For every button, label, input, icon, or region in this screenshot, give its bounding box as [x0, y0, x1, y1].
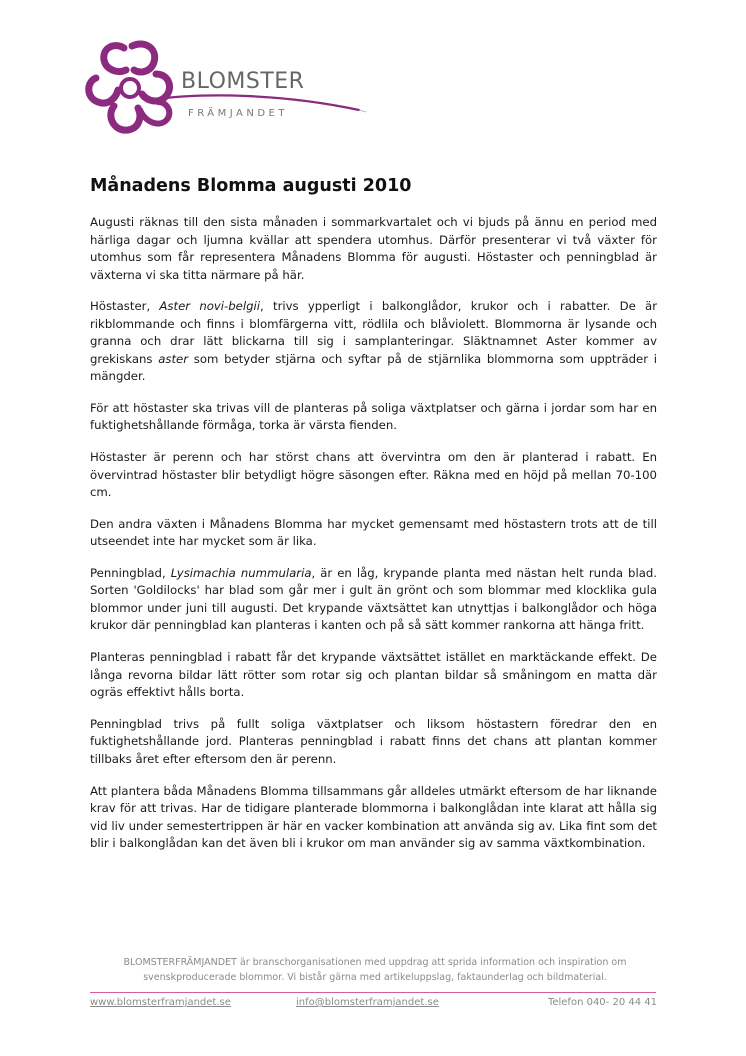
paragraph	[90, 783, 657, 853]
italic-text: Aster novi-belgii	[159, 299, 261, 314]
paragraph-text: , är en låg, krypande planta med nästan helt runda blad. Sorten 'Goldilocks' har blad som går mer i gult än grönt och som blommar med klocklika gula blommor under juni till augusti. Det krypande växtsättet kan utnyttjas i balkonglådor och höga krukor där penningblad kan planteras i kanten och på så sätt kommer rankorna att hänga fritt.	[90, 565, 658, 633]
paragraph-text: Höstaster,	[90, 299, 160, 314]
page-title: Månadens Blomma augusti 2010	[90, 176, 412, 196]
paragraph-text: Höstaster är perenn och har störst chans att övervintra om den är planterad i rabatt. En övervintrad höstaster blir betydligt högre säsongen efter. Räkna med en höjd på mellan 70-100 cm.	[90, 450, 657, 500]
italic-text: aster	[158, 351, 189, 366]
paragraph-text: Augusti räknas till den sista månaden i sommarkvartalet och vi bjuds på ännu en period med härliga dagar och ljumna kvällar att spendera utomhus. Därför presenterar vi två växter för utomhus som får representera Månadens Blomma för augusti. Höstaster och penningblad är växterna vi ska titta närmare på här.	[90, 215, 657, 282]
paragraph	[90, 565, 657, 635]
paragraph-text: Den andra växten i Månadens Blomma har mycket gemensamt med höstastern trots att de till utseendet inte har mycket som är lika.	[90, 516, 657, 549]
paragraph-text: För att höstaster ska trivas vill de planteras på soliga växtplatser och gärna i jordar som har en fuktighetshållande förmåga, torka är värsta fienden.	[90, 400, 657, 433]
paragraph	[90, 449, 657, 502]
paragraph-text: Att plantera båda Månadens Blomma tillsammans går alldeles utmärkt eftersom de har liknande krav för att trivas. Har de tidigare planterade blommorna i balkonglådan inte klarat att hålla sig vid liv under semestertrippen är här en vacker kombination att använda sig av. Lika fint som det blir i balkonglådan kan det även bli i krukor om man använder sig av samma växtkombination.	[90, 783, 657, 850]
logo-wordmark: BLOMSTER	[181, 69, 305, 94]
paragraph	[90, 298, 657, 386]
paragraph	[90, 649, 657, 702]
paragraph	[90, 214, 657, 284]
logo	[84, 40, 374, 140]
footer-note: BLOMSTERFRÄMJANDET är branschorganisationen med uppdrag att sprida information och inspiration om svenskproducerade blommor. Vi bistår gärna med artikeluppslag, faktaunderlag och bildmaterial.	[123, 957, 627, 983]
phone-number: Telefon 040- 20 44 41	[547, 997, 657, 1008]
logo-subtitle: FRÄMJANDET	[188, 108, 288, 119]
paragraph-text: som betyder stjärna och syftar på de stjärnlika blommorna som uppträder i mängder.	[90, 351, 657, 384]
paragraph	[90, 716, 657, 769]
paragraph	[90, 400, 657, 435]
paragraph-text: , trivs ypperligt i balkonglådor, krukor och i rabatter. De är rikblommande och finns i blomfärgerna vitt, rödlila och blåviolett. Blommorna är lysande och granna och drar lätt blickarna till sig i samplanteringar. Släktnamnet Aster kommer av grekiskans	[90, 299, 657, 366]
website-link[interactable]: www.blomsterframjandet.se	[90, 997, 231, 1008]
paragraph-text: Penningblad,	[90, 565, 171, 580]
paragraph	[90, 516, 657, 551]
paragraph-text: Penningblad trivs på fullt soliga växtplatser och liksom höstastern föredrar den en fuktighetshållande jord. Planteras penningblad i rabatt finns det chans att plantan kommer tillbaks året efter eftersom den är perenn.	[90, 716, 657, 766]
footer-divider	[90, 992, 656, 993]
italic-text: Lysimachia nummularia	[170, 565, 312, 580]
email-link[interactable]: info@blomsterframjandet.se	[296, 997, 439, 1008]
article-body	[90, 214, 657, 867]
paragraph-text: Planteras penningblad i rabatt får det krypande växtsättet istället en marktäckande effekt. De långa revorna bildar lätt rötter som rotar sig och plantan bildar så småningom en matta där ogräs effektivt hålls borta.	[90, 650, 657, 700]
